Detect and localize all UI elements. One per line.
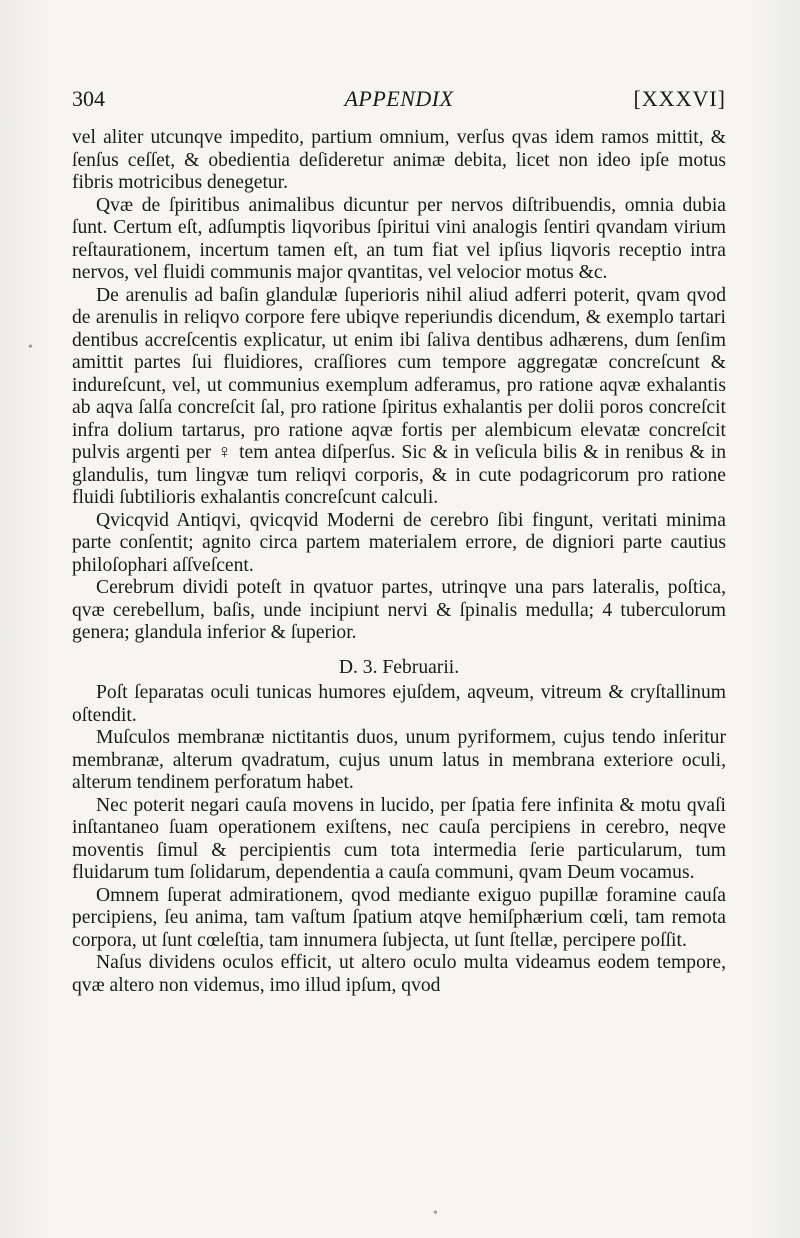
paragraph: vel aliter utcunqve impedito, partium omnium, verſus qvas idem ramos mittit, & ſenſus ceſſet, & obedientia deſideretur animæ debita, licet non ideo ipſe motus fibris motricibus denegetur. [72, 127, 726, 193]
date-heading: D. 3. Februarii. [338, 656, 460, 678]
paragraph: Qvæ de ſpiritibus animalibus dicuntur per nervos diſtribuendis, omnia dubia ſunt. Certum eſt, adſumptis liqvoribus ſpiritui vini analogis ſentiri qvandam virium reſtaurationem, incertum tamen eſt, an tum fiat vel ipſius liqvoris receptio intra nervos, vel fluidi communis major qvantitas, vel velocior motus &c. [72, 194, 726, 283]
running-title: APPENDIX [344, 86, 454, 111]
section-number: [XXXVI] [633, 86, 726, 111]
paragraph: De arenulis ad baſin glandulæ ſuperioris nihil aliud adferri poterit, qvam qvod de arenulis in reliqvo corpore fere ubiqve reperiundis dicendum, & exemplo tartari dentibus accreſcentis explicatur, ut enim ibi ſaliva dentibus adhærens, dum ſenſim amittit partes ſui fluidiores, craſſiores cum tempore aggregatæ concreſcunt & indureſcunt, vel, ut communius exemplum adferamus, pro ratione aqvæ exhalantis ab aqva ſalſa concreſcit ſal, pro ratione ſpiritus exhalantis per dolii poros concreſcit infra dolium tartarus, pro ratione aqvæ fortis per alembicum elevatæ concreſcit pulvis argenti per ♀ tem antea diſperſus. Sic & in veſicula bilis & in renibus & in glandulis, tum lingvæ tum reliqvi corporis, & in cute podagricorum pro ratione fluidi ſubtilioris exhalantis concreſcunt calculi. [72, 284, 726, 508]
paragraph: Cerebrum dividi poteſt in qvatuor partes, utrinqve una pars lateralis, poſtica, qvæ cerebellum, baſis, unde incipiunt nervi & ſpinalis medulla; 4 tuberculorum genera; glandula inferior & ſuperior. [72, 577, 726, 643]
paragraph: Naſus dividens oculos efficit, ut altero oculo multa videamus eodem tempore, qvæ altero non videmus, imo illud ipſum, qvod [72, 952, 726, 996]
page-number: 304 [72, 86, 105, 111]
paragraph: Qvicqvid Antiqvi, qvicqvid Moderni de cerebro ſibi fingunt, veritati minima parte conſentit; agnito circa partem materialem errore, de digniori parte cautius philoſophari aſſveſcent. [72, 509, 726, 576]
paragraph: Omnem ſuperat admirationem, qvod mediante exiguo pupillæ foramine cauſa percipiens, ſeu anima, tam vaſtum ſpatium atqve hemiſphærium cœli, tam remota corpora, ut ſunt cœleſtia, tam innumera ſubjecta, ut ſunt ſtellæ, percipere poſſit. [72, 884, 726, 951]
margin-dot: • [28, 340, 33, 355]
margin-dot: • [433, 1206, 438, 1221]
running-head [72, 84, 726, 114]
body-text [72, 127, 726, 997]
paragraph: Poſt ſeparatas oculi tunicas humores ejuſdem, aqveum, vitreum & cryſtallinum oſtendit. [72, 682, 726, 726]
paragraph: Nec poterit negari cauſa movens in lucido, per ſpatia fere infinita & motu qvaſi inſtantaneo ſuam operationem exiſtens, nec cauſa percipiens in cerebro, neqve moventis ſimul & percipientis cum tota intermedia ſerie particularum, tum fluidarum tum ſolidarum, dependentia a cauſa communi, qvam Deum vocamus. [72, 794, 726, 883]
paragraph: Muſculos membranæ nictitantis duos, unum pyriformem, cujus tendo inſeritur membranæ, alterum qvadratum, cujus unum latus in membrana exteriore oculi, alterum tendinem perforatum habet. [72, 727, 726, 793]
